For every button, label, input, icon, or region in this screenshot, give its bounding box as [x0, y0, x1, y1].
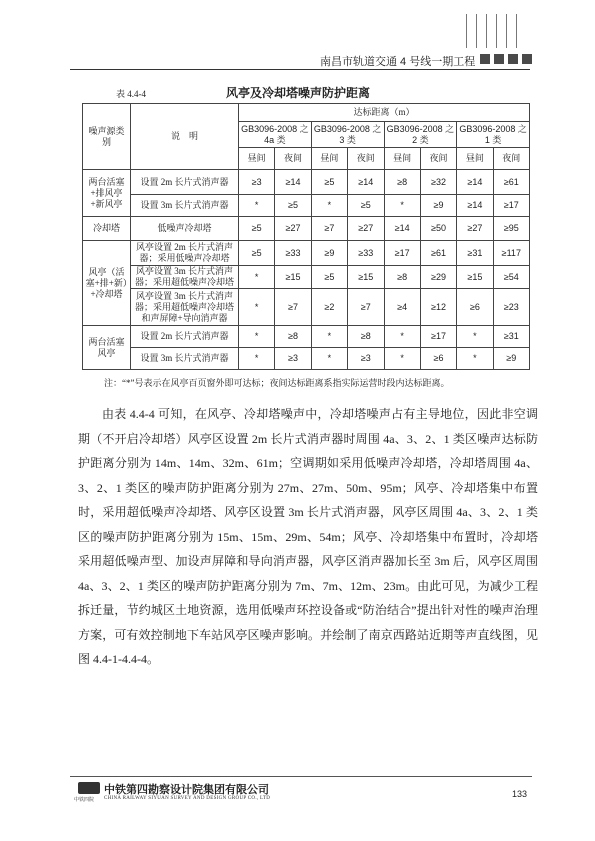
distance-value-cell: ≥27 [348, 217, 384, 241]
distance-value-cell: * [239, 266, 275, 289]
period-header: 夜间 [420, 148, 456, 170]
distance-value-cell: ≥50 [420, 217, 456, 241]
table-row [83, 266, 530, 289]
description-cell: 低噪声冷却塔 [131, 217, 239, 241]
distance-value-cell: ≥5 [239, 241, 275, 266]
table-row [83, 289, 530, 326]
distance-value-cell: ≥17 [384, 241, 420, 266]
distance-value-cell: ≥33 [275, 241, 311, 266]
distance-value-cell: ≥33 [348, 241, 384, 266]
distance-value-cell: ≥23 [493, 289, 529, 326]
distance-value-cell: ≥31 [457, 241, 493, 266]
distance-value-cell: ≥5 [239, 217, 275, 241]
distance-value-cell: ≥3 [275, 348, 311, 370]
distance-value-cell: * [384, 195, 420, 217]
body-paragraph: 由表 4.4-4 可知，在风亭、冷却塔噪声中，冷却塔噪声占有主导地位，因此非空调期（不开启冷却塔）风亭区设置 2m 长片式消声器时周围 4a、3、2、1 类区噪声达标防护距离分别为 14m、14m、32m、61m；空调期如采用低噪声冷却塔，冷却塔周围 4a、3、2、1 类区的噪声防护距离分别为 27m、27m、50m、95m；风亭、冷却塔集中布置时，采用超低噪声冷却塔、风亭区设置 3m 长片式消声器，风亭区周围 4a、3、2、1 类区的噪声防护距离分别为 15m、15m、29m、54m；风亭、冷却塔集中布置时，冷却塔采用超低噪声型、加设声屏障和导向消声器，风亭区消声器加长至 3m 后，风亭区周围 4a、3、2、1 类区的噪声防护距离分别为 7m、7m、12m、23m。由此可见，为减少工程拆迁量，节约城区土地资源，选用低噪声环控设备或“防治结合”提出针对性的噪声治理方案，可有效控制地下车站风亭区噪声影响。并绘制了南京西路站近期等声直线图，见图 4.4-1-4.4-4。 [78, 407, 538, 666]
distance-value-cell: ≥27 [275, 217, 311, 241]
distance-value-cell: ≥8 [384, 266, 420, 289]
distance-value-cell: ≥5 [348, 195, 384, 217]
source-cell: 风亭（活塞+排+新）+冷却塔 [83, 241, 131, 326]
source-cell: 两台活塞风亭 [83, 326, 131, 370]
distance-value-cell: * [311, 195, 347, 217]
distance-value-cell: ≥9 [420, 195, 456, 217]
distance-value-cell: ≥6 [457, 289, 493, 326]
class-header: GB3096-2008 之 4a 类 [239, 122, 312, 148]
page-number: 133 [512, 789, 528, 799]
distance-value-cell: * [457, 326, 493, 348]
header-divider [70, 69, 530, 70]
distance-value-cell: ≥61 [493, 170, 529, 195]
distance-value-cell: ≥27 [457, 217, 493, 241]
description-cell: 风亭设置 3m 长片式消声器；采用超低噪声冷却塔 [131, 266, 239, 289]
distance-value-cell: ≥31 [493, 326, 529, 348]
distance-value-cell: ≥61 [420, 241, 456, 266]
description-cell: 设置 2m 长片式消声器 [131, 326, 239, 348]
company-logo-text: 中铁四院 [74, 798, 95, 803]
distance-value-cell: ≥15 [275, 266, 311, 289]
col-header-desc: 说 明 [131, 104, 239, 170]
class-header: GB3096-2008 之 3 类 [311, 122, 384, 148]
distance-value-cell: ≥4 [384, 289, 420, 326]
table-label: 表 4.4-4 [116, 89, 146, 99]
col-header-source: 噪声源类别 [83, 104, 131, 170]
distance-value-cell: ≥5 [311, 170, 347, 195]
distance-value-cell: ≥3 [348, 348, 384, 370]
distance-value-cell: * [239, 348, 275, 370]
period-header: 昼间 [311, 148, 347, 170]
distance-value-cell: ≥32 [420, 170, 456, 195]
document-header-title: 南昌市轨道交通 4 号线一期工程 [320, 56, 476, 68]
distance-value-cell: ≥29 [420, 266, 456, 289]
distance-value-cell: ≥14 [457, 170, 493, 195]
class-header: GB3096-2008 之 2 类 [384, 122, 457, 148]
distance-value-cell: ≥3 [239, 170, 275, 195]
source-cell: 两台活塞+排风亭+新风亭 [83, 170, 131, 217]
distance-value-cell: ≥2 [311, 289, 347, 326]
distance-value-cell: ≥7 [348, 289, 384, 326]
distance-value-cell: ≥5 [275, 195, 311, 217]
company-logo [78, 782, 100, 794]
col-header-distance: 达标距离（m） [239, 104, 530, 122]
distance-value-cell: * [384, 326, 420, 348]
period-header: 昼间 [384, 148, 420, 170]
distance-value-cell: ≥54 [493, 266, 529, 289]
distance-value-cell: * [239, 326, 275, 348]
distance-value-cell: ≥7 [275, 289, 311, 326]
source-cell: 冷却塔 [83, 217, 131, 241]
table-row [83, 170, 530, 195]
period-header: 夜间 [493, 148, 529, 170]
table-note: 注：“*”号表示在风亭百页窗外即可达标；夜间达标距离系指实际运营时段内达标距离。 [104, 378, 450, 388]
distance-value-cell: ≥15 [348, 266, 384, 289]
period-header: 昼间 [239, 148, 275, 170]
distance-value-cell: ≥8 [348, 326, 384, 348]
description-cell: 风亭设置 3m 长片式消声器；采用超低噪声冷却塔和声屏障+导向消声器 [131, 289, 239, 326]
distance-value-cell: * [457, 348, 493, 370]
distance-value-cell: ≥9 [311, 241, 347, 266]
class-header: GB3096-2008 之 1 类 [457, 122, 530, 148]
table-row [83, 241, 530, 266]
table-row [83, 326, 530, 348]
header-squares-decoration [480, 54, 532, 64]
distance-value-cell: * [311, 348, 347, 370]
period-header: 昼间 [457, 148, 493, 170]
distance-value-cell: * [239, 289, 275, 326]
table-title: 风亭及冷却塔噪声防护距离 [226, 86, 371, 100]
distance-value-cell: ≥14 [348, 170, 384, 195]
distance-value-cell: ≥17 [420, 326, 456, 348]
table-row [83, 195, 530, 217]
distance-value-cell: ≥14 [275, 170, 311, 195]
distance-value-cell: ≥117 [493, 241, 529, 266]
distance-value-cell: ≥17 [493, 195, 529, 217]
description-cell: 设置 3m 长片式消声器 [131, 195, 239, 217]
noise-distance-table [82, 103, 530, 370]
distance-value-cell: ≥12 [420, 289, 456, 326]
description-cell: 设置 3m 长片式消声器 [131, 348, 239, 370]
footer-company-name-en: CHINA RAILWAY SIYUAN SURVEY AND DESIGN GROUP CO., LTD [104, 796, 271, 801]
distance-value-cell: * [311, 326, 347, 348]
period-header: 夜间 [275, 148, 311, 170]
distance-value-cell: * [384, 348, 420, 370]
distance-value-cell: ≥15 [457, 266, 493, 289]
distance-value-cell: ≥5 [311, 266, 347, 289]
footer-company-name: 中铁第四勘察设计院集团有限公司 [104, 784, 269, 796]
distance-value-cell: * [239, 195, 275, 217]
period-header: 夜间 [348, 148, 384, 170]
description-cell: 风亭设置 2m 长片式消声器；采用低噪声冷却塔 [131, 241, 239, 266]
distance-value-cell: ≥95 [493, 217, 529, 241]
distance-value-cell: ≥6 [420, 348, 456, 370]
table-row [83, 217, 530, 241]
description-cell: 设置 2m 长片式消声器 [131, 170, 239, 195]
distance-value-cell: ≥8 [384, 170, 420, 195]
distance-value-cell: ≥14 [457, 195, 493, 217]
distance-value-cell: ≥9 [493, 348, 529, 370]
table-row [83, 348, 530, 370]
footer-divider [70, 776, 532, 777]
distance-value-cell: ≥14 [384, 217, 420, 241]
distance-value-cell: ≥8 [275, 326, 311, 348]
distance-value-cell: ≥7 [311, 217, 347, 241]
